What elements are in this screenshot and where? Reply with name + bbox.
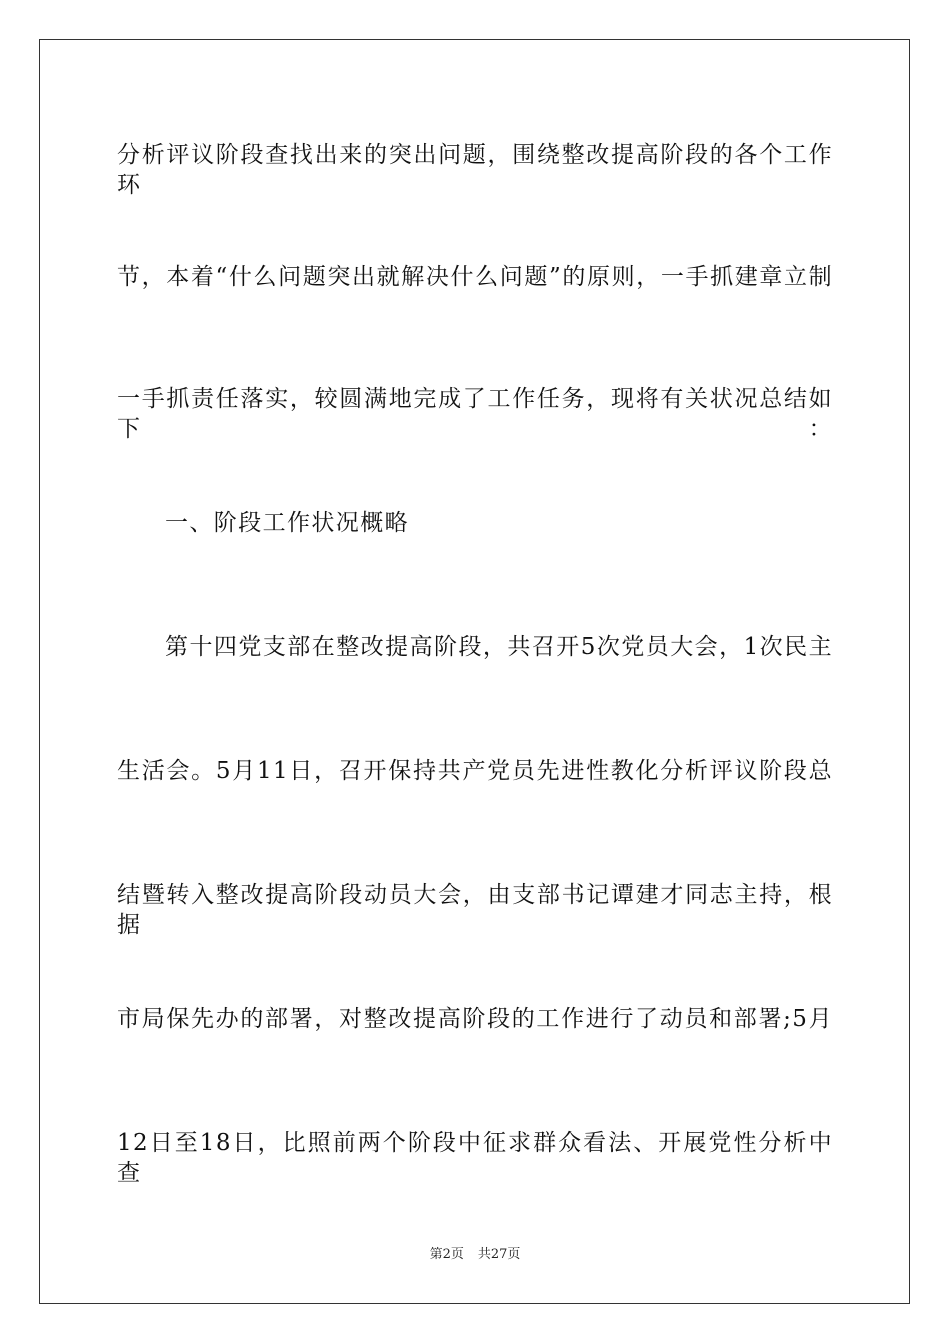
body-line-2: 节，本着“什么问题突出就解决什么问题”的原则，一手抓建章立制: [117, 264, 833, 290]
body-line-5: 第十四党支部在整改提高阶段，共召开5次党员大会，1次民主: [165, 634, 833, 660]
body-line-9: 12日至18日，比照前两个阶段中征求群众看法、开展党性分析中查: [117, 1130, 833, 1186]
page-border: [39, 39, 910, 1304]
body-line-8: 市局保先办的部署，对整改提高阶段的工作进行了动员和部署;5月: [117, 1006, 833, 1032]
total-pages: 共27页: [477, 1247, 521, 1262]
body-line-6: 生活会。5月11日，召开保持共产党员先进性教化分析评议阶段总: [117, 758, 833, 784]
page-number: 第2页: [429, 1247, 464, 1262]
body-line-1: 分析评议阶段查找出来的突出问题，围绕整改提高阶段的各个工作环: [117, 142, 833, 198]
page-footer: [0, 1246, 950, 1264]
body-line-7: 结暨转入整改提高阶段动员大会，由支部书记谭建才同志主持，根据: [117, 882, 833, 938]
section-heading: 一、阶段工作状况概略: [165, 510, 409, 536]
body-line-3: 一手抓责任落实，较圆满地完成了工作任务，现将有关状况总结如下：: [117, 386, 833, 442]
